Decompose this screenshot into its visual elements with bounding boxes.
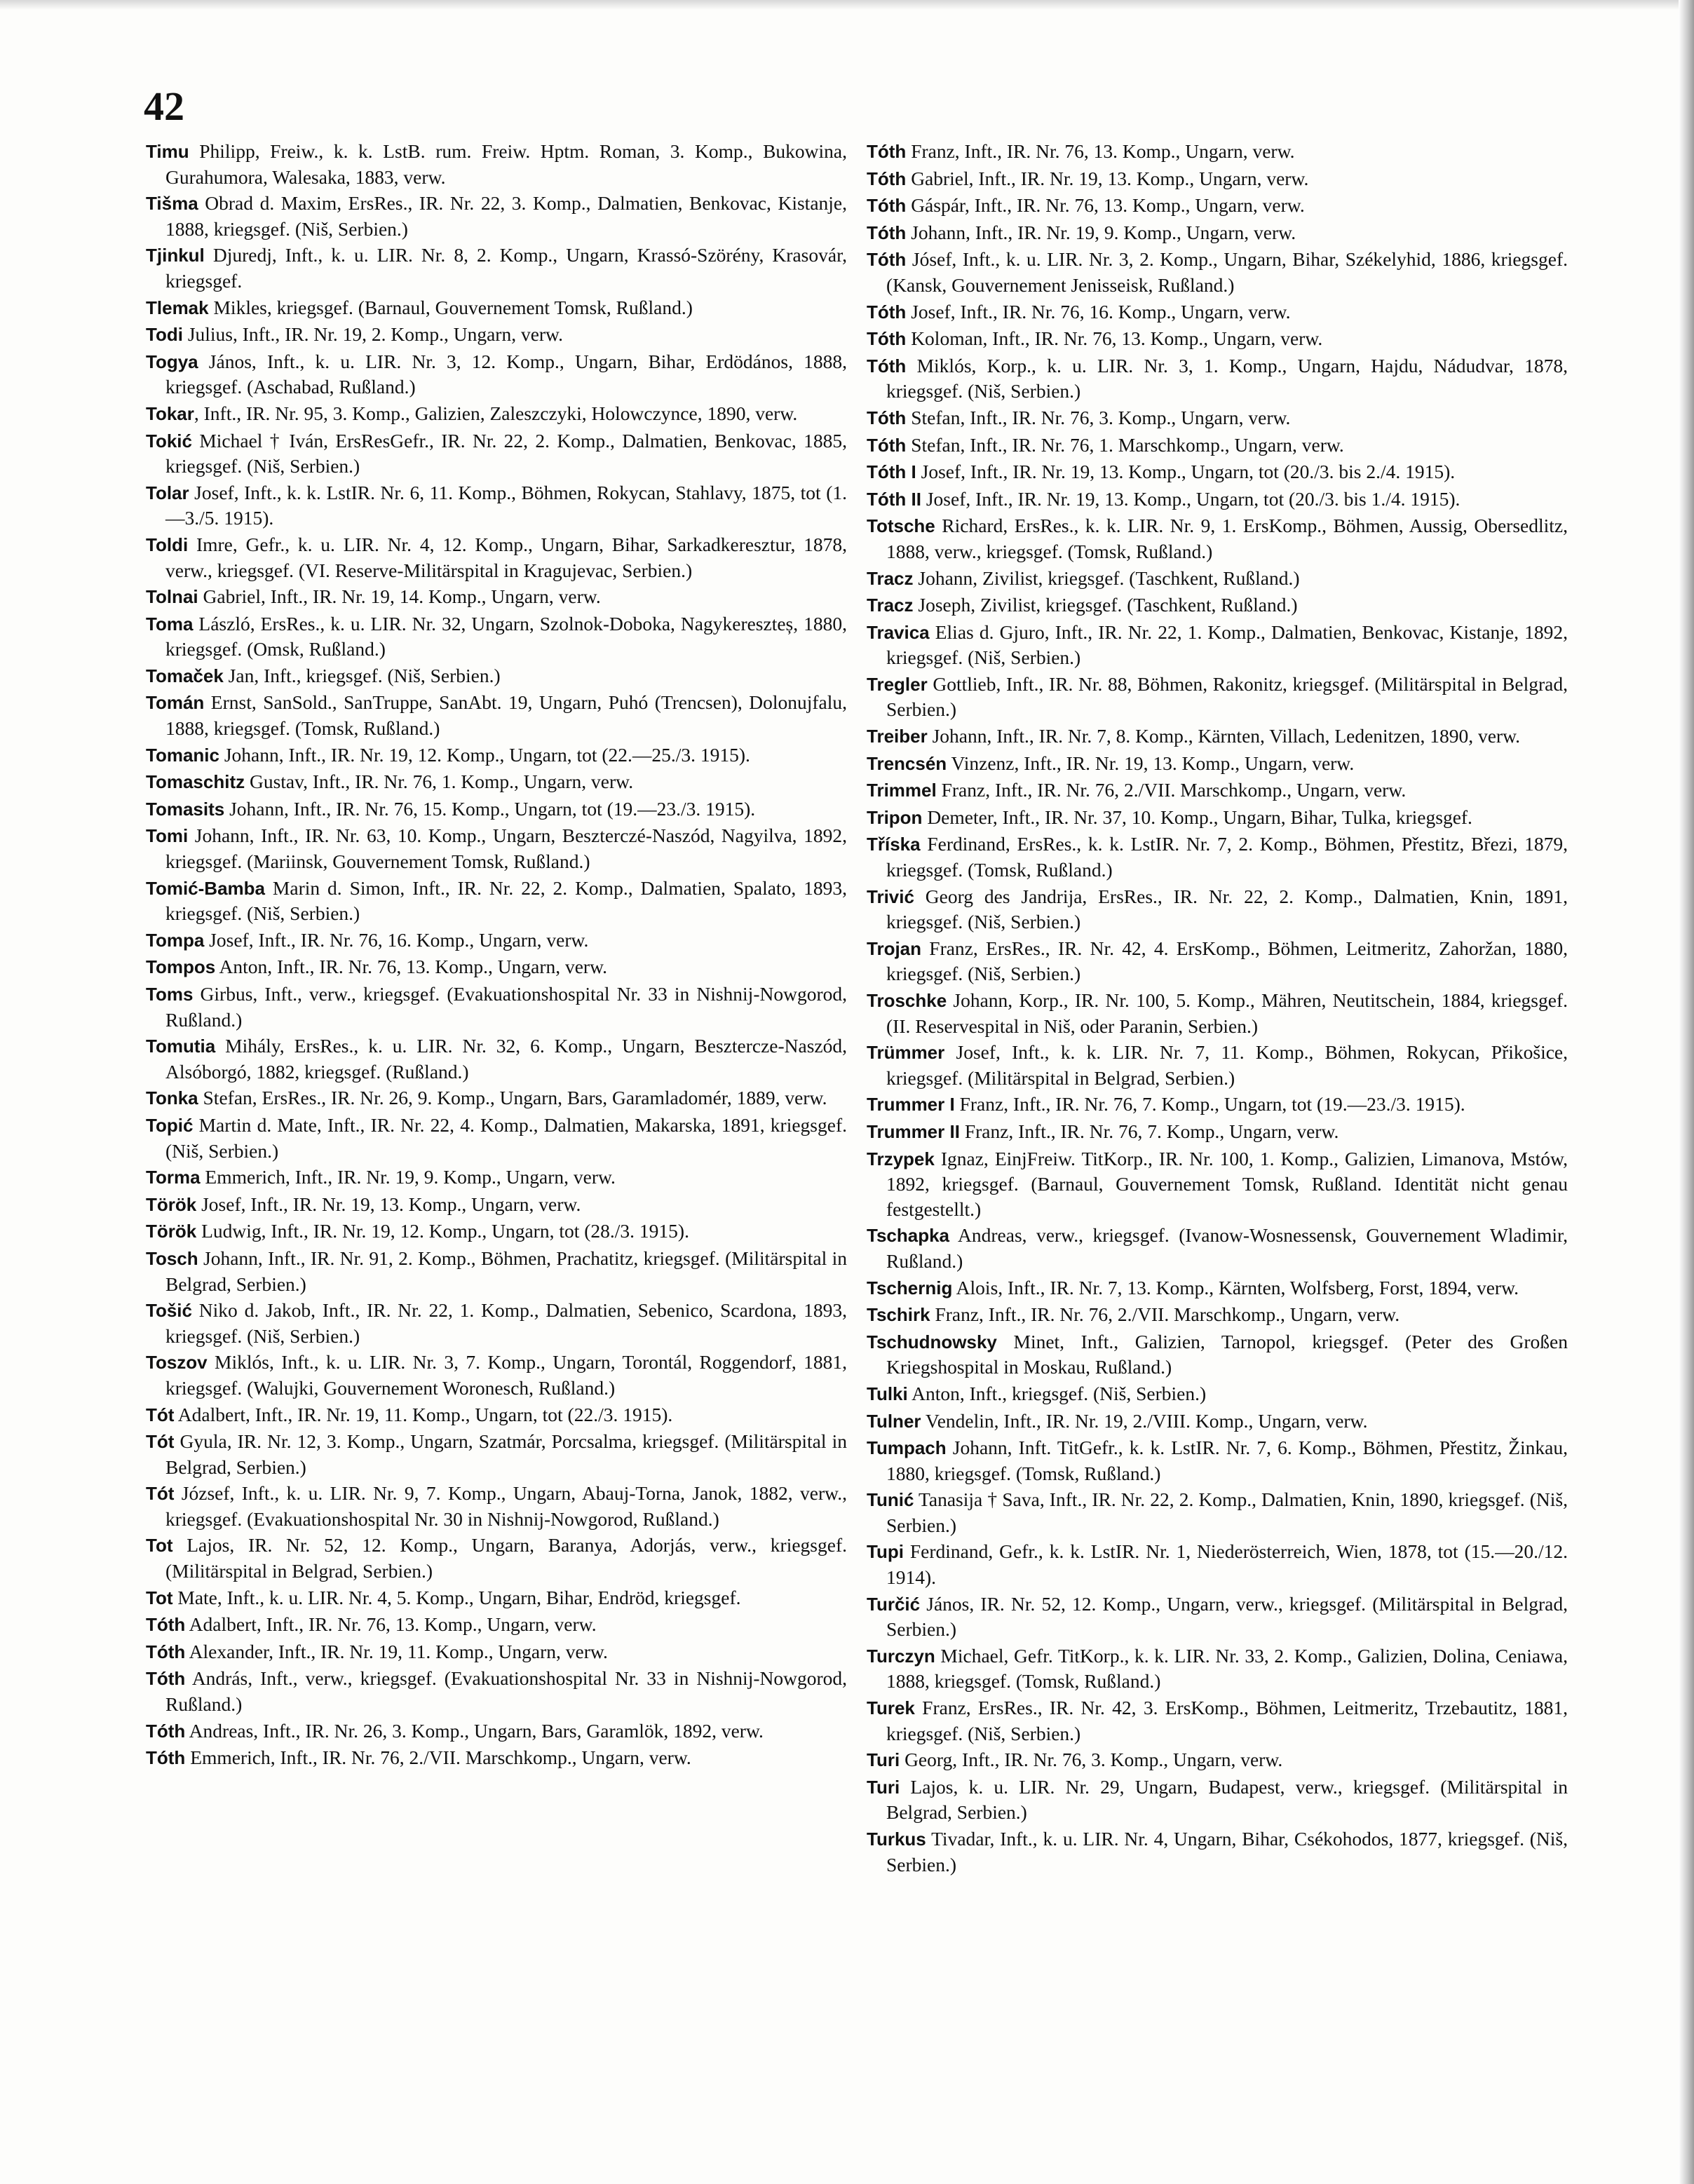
entry-details: Marin d. Simon, Inft., IR. Nr. 22, 2. Komp., Dalmatien, Spalato, 1893, kriegsgef. (Niš, Serbien.) <box>165 876 847 925</box>
register-entry <box>146 1165 847 1191</box>
register-entry <box>146 1533 847 1583</box>
entry-surname: Tripon <box>867 806 923 828</box>
entry-details: Elias d. Gjuro, Inft., IR. Nr. 22, 1. Komp., Dalmatien, Benkovac, Kistanje, 1892, kriegsgef. (Niš, Serbien.) <box>886 620 1568 669</box>
entry-surname: Treiber <box>867 726 928 747</box>
entry-surname: Tulki <box>867 1383 908 1404</box>
register-entry <box>146 1612 847 1638</box>
register-entry <box>867 433 1568 459</box>
register-entry <box>867 487 1568 513</box>
entry-surname: Tót <box>146 1483 175 1505</box>
entry-surname: Toms <box>146 984 194 1005</box>
register-entry <box>146 742 847 768</box>
entry-details: Josef, Inft., k. k. LstIR. Nr. 6, 11. Komp., Böhmen, Rokycan, Stahlavy, 1875, tot (1.—3./5. 1915). <box>165 481 847 529</box>
register-entry <box>867 566 1568 592</box>
register-entry <box>867 1302 1568 1328</box>
entry-details: Mikles, kriegsgef. (Barnaul, Gouvernement Tomsk, Rußland.) <box>208 296 693 318</box>
register-entry <box>146 584 847 610</box>
entry-surname: Tolnai <box>146 586 198 608</box>
register-entry <box>146 1113 847 1163</box>
entry-details: Franz, Inft., IR. Nr. 76, 2./VII. Marschkomp., Ungarn, verw. <box>930 1303 1400 1326</box>
entry-surname: Tschapka <box>867 1225 950 1247</box>
register-entry <box>146 1033 847 1084</box>
entry-surname: Tomán <box>146 692 205 714</box>
entry-surname: Tomaschitz <box>146 771 245 793</box>
entry-surname: Tumpach <box>867 1437 947 1459</box>
entry-surname: Török <box>146 1221 197 1242</box>
entry-details: Lajos, k. u. LIR. Nr. 29, Ungarn, Budapest, verw., kriegsgef. (Militärspital in Belgrad, Serbien.) <box>886 1775 1568 1824</box>
entry-surname: Tulner <box>867 1410 921 1432</box>
entry-details: Ludwig, Inft., IR. Nr. 19, 12. Komp., Ungarn, tot (28./3. 1915). <box>196 1220 689 1242</box>
register-entry <box>867 884 1568 935</box>
entry-surname: Tóth <box>867 407 907 428</box>
entry-details: Martin d. Mate, Inft., IR. Nr. 22, 4. Komp., Dalmatien, Makarska, 1891, kriegsgef. (Niš, Serbien.) <box>165 1113 847 1162</box>
entry-details: Mihály, ErsRes., k. u. LIR. Nr. 32, 6. Komp., Ungarn, Besztercze-Naszód, Alsóborgó, 1882, kriegsgef. (Rußland.) <box>165 1035 847 1083</box>
register-entry <box>146 663 847 689</box>
register-entry <box>146 139 847 189</box>
entry-details: , Inft., IR. Nr. 95, 3. Komp., Galizien, Zaleszczyki, Holowczynce, 1890, verw. <box>194 402 798 424</box>
entry-surname: Tóth <box>867 222 907 243</box>
entry-surname: Tschudnowsky <box>867 1331 997 1352</box>
register-entry <box>867 1826 1568 1877</box>
register-entry <box>146 1219 847 1244</box>
entry-details: Miklós, Korp., k. u. LIR. Nr. 3, 1. Komp., Ungarn, Hajdu, Nádudvar, 1878, kriegsgef. (Niš, Serbien.) <box>886 354 1568 402</box>
register-entry <box>146 928 847 954</box>
entry-surname: Tišma <box>146 193 198 215</box>
entry-details: János, Inft., k. u. LIR. Nr. 3, 12. Komp., Ungarn, Bihar, Erdödános, 1888, kriegsgef. (Aschabad, Rußland.) <box>165 350 847 398</box>
register-entry <box>867 1040 1568 1090</box>
register-entry <box>867 1775 1568 1825</box>
register-entry <box>146 1666 847 1716</box>
register-entry <box>146 1298 847 1348</box>
entry-surname: Turi <box>867 1749 900 1771</box>
register-entry <box>867 1409 1568 1434</box>
entry-details: Miklós, Inft., k. u. LIR. Nr. 3, 7. Komp., Ungarn, Torontál, Roggendorf, 1881, kriegsgef. (Walujki, Gouvernement Woronesch, Rußland.) <box>165 1351 847 1399</box>
entry-details: Julius, Inft., IR. Nr. 19, 2. Komp., Ungarn, verw. <box>182 323 564 346</box>
register-entry <box>146 954 847 980</box>
entry-details: Demeter, Inft., IR. Nr. 37, 10. Komp., Ungarn, Bihar, Tulka, kriegsgef. <box>922 806 1472 828</box>
register-entry <box>146 1246 847 1296</box>
entry-surname: Tomasits <box>146 798 225 820</box>
register-entry <box>146 611 847 662</box>
entry-details: Franz, ErsRes., IR. Nr. 42, 3. ErsKomp., Böhmen, Leitmeritz, Trzebautitz, 1881, kriegsgef. (Niš, Serbien.) <box>886 1697 1568 1744</box>
register-entry <box>867 166 1568 192</box>
entry-details: Georg, Inft., IR. Nr. 76, 3. Komp., Ungarn, verw. <box>900 1749 1283 1771</box>
entry-details: Adalbert, Inft., IR. Nr. 19, 11. Komp., Ungarn, tot (22./3. 1915). <box>174 1403 673 1425</box>
register-entry <box>867 1119 1568 1145</box>
entry-surname: Tschernig <box>867 1277 953 1298</box>
scan-edge-right <box>1679 0 1694 2184</box>
entry-surname: Tóth <box>146 1720 186 1742</box>
entry-surname: Trzypek <box>867 1148 935 1169</box>
entry-surname: Tokić <box>146 430 192 452</box>
entry-details: Stefan, ErsRes., IR. Nr. 26, 9. Komp., Ungarn, Bars, Garamladomér, 1889, verw. <box>198 1087 827 1109</box>
entry-surname: Tóth <box>867 195 907 217</box>
entry-details: Richard, ErsRes., k. k. LIR. Nr. 9, 1. ErsKomp., Böhmen, Aussig, Obersedlitz, 1888, verw., kriegsgef. (Tomsk, Rußland.) <box>886 515 1568 562</box>
entry-surname: Todi <box>146 324 183 346</box>
entry-surname: Tot <box>146 1587 173 1608</box>
entry-surname: Travica <box>867 621 930 643</box>
page-number: 42 <box>144 83 184 129</box>
register-entry <box>867 459 1568 485</box>
entry-details: Philipp, Freiw., k. k. LstB. rum. Freiw. Hptm. Roman, 3. Komp., Bukowina, Gurahumora, Walesaka, 1883, verw. <box>165 140 847 188</box>
register-entry <box>867 592 1568 618</box>
entry-details: Emmerich, Inft., IR. Nr. 19, 9. Komp., Ungarn, verw. <box>200 1166 616 1188</box>
register-entry <box>146 322 847 348</box>
register-entry <box>867 805 1568 831</box>
entry-surname: Totsche <box>867 515 935 537</box>
entry-surname: Turkus <box>867 1829 926 1850</box>
entry-surname: Tošić <box>146 1300 192 1322</box>
entry-details: Mate, Inft., k. u. LIR. Nr. 4, 5. Komp., Ungarn, Bihar, Endröd, kriegsgef. <box>172 1586 741 1608</box>
entry-details: Anton, Inft., IR. Nr. 76, 13. Komp., Ungarn, verw. <box>215 956 608 978</box>
entry-details: Michael, Gefr. TitKorp., k. k. LIR. Nr. 33, 2. Komp., Galizien, Dolina, Ceniawa, 1888, kriegsgef. (Tomsk, Rußland.) <box>886 1644 1568 1693</box>
entry-surname: Toszov <box>146 1352 208 1374</box>
entry-surname: Tomi <box>146 825 189 847</box>
register-entry <box>867 1435 1568 1486</box>
register-entry <box>867 1695 1568 1746</box>
entry-details: Tivadar, Inft., k. u. LIR. Nr. 4, Ungarn, Bihar, Csékohodos, 1877, kriegsgef. (Niš, Serbien.) <box>886 1828 1568 1876</box>
entry-details: Jan, Inft., kriegsgef. (Niš, Serbien.) <box>223 664 501 686</box>
left-column <box>146 139 847 1772</box>
entry-details: Ignaz, EinjFreiw. TitKorp., IR. Nr. 100, 1. Komp., Galizien, Limanova, Mstów, 1892, kriegsgef. (Barnaul, Gouvernement Tomsk, Rußland. Identität nicht genau festgestellt.) <box>886 1147 1568 1220</box>
register-entry <box>146 401 847 427</box>
entry-surname: Tříska <box>867 834 921 855</box>
entry-details: Niko d. Jakob, Inft., IR. Nr. 22, 1. Komp., Dalmatien, Sebenico, Scardona, 1893, kriegsgef. (Niš, Serbien.) <box>165 1299 847 1347</box>
entry-surname: Toldi <box>146 534 189 555</box>
register-entry <box>867 936 1568 986</box>
register-entry <box>867 1381 1568 1407</box>
entry-details: Obrad d. Maxim, ErsRes., IR. Nr. 22, 3. Komp., Dalmatien, Benkovac, Kistanje, 1888, kriegsgef. (Niš, Serbien.) <box>165 192 847 240</box>
entry-surname: Tóth <box>867 355 907 377</box>
entry-details: Lajos, IR. Nr. 52, 12. Komp., Ungarn, Baranya, Adorjás, verw., kriegsgef. (Militärspital in Belgrad, Serbien.) <box>165 1534 847 1582</box>
entry-surname: Troschke <box>867 990 947 1011</box>
entry-details: Johann, Inft. TitGefr., k. k. LstIR. Nr. 7, 6. Komp., Böhmen, Přestitz, Žinkau, 1880, kriegsgef. (Tomsk, Rußland.) <box>886 1437 1568 1484</box>
entry-details: Josef, Inft., IR. Nr. 76, 16. Komp., Ungarn, verw. <box>204 928 589 951</box>
register-entry <box>867 353 1568 404</box>
entry-surname: Tomanic <box>146 744 219 766</box>
entry-details: Gabriel, Inft., IR. Nr. 19, 13. Komp., Ungarn, verw. <box>906 167 1309 189</box>
entry-details: Johann, Inft., IR. Nr. 63, 10. Komp., Ungarn, Beszterczé-Naszód, Nagyilva, 1892, kriegsgef. (Mariinsk, Gouvernement Tomsk, Rußland.) <box>165 825 847 873</box>
entry-surname: Tóth I <box>867 461 916 483</box>
entry-details: Josef, Inft., IR. Nr. 76, 16. Komp., Ungarn, verw. <box>906 300 1291 323</box>
entry-surname: Tot <box>146 1535 173 1556</box>
register-entry <box>146 1429 847 1479</box>
entry-details: Anton, Inft., kriegsgef. (Niš, Serbien.) <box>907 1382 1207 1404</box>
entry-surname: Turi <box>867 1776 900 1798</box>
register-entry <box>146 1639 847 1665</box>
register-entry <box>867 1747 1568 1773</box>
entry-surname: Tompos <box>146 956 216 978</box>
entry-details: Joseph, Zivilist, kriegsgef. (Taschkent, Rußland.) <box>913 594 1298 616</box>
entry-details: Gottlieb, Inft., IR. Nr. 88, Böhmen, Rakonitz, kriegsgef. (Militärspital in Belgrad, Serbien.) <box>886 672 1568 721</box>
register-entry <box>867 1539 1568 1589</box>
register-entry <box>867 778 1568 803</box>
entry-details: Josef, Inft., IR. Nr. 19, 13. Komp., Ungarn, tot (20./3. bis 1./4. 1915). <box>921 487 1461 510</box>
register-entry <box>146 982 847 1032</box>
entry-details: Michael † Iván, ErsResGefr., IR. Nr. 22, 2. Komp., Dalmatien, Benkovac, 1885, kriegsgef. (Niš, Serbien.) <box>165 429 847 477</box>
entry-details: Johann, Zivilist, kriegsgef. (Taschkent, Rußland.) <box>913 567 1300 589</box>
entry-details: Gyula, IR. Nr. 12, 3. Komp., Ungarn, Szatmár, Porcsalma, kriegsgef. (Militärspital in Belgrad, Serbien.) <box>165 1430 847 1478</box>
entry-surname: Tomaček <box>146 665 224 686</box>
entry-surname: Tregler <box>867 673 928 695</box>
entry-details: Johann, Inft., IR. Nr. 7, 8. Komp., Kärnten, Villach, Ledenitzen, 1890, verw. <box>927 725 1521 747</box>
entry-details: Franz, Inft., IR. Nr. 76, 2./VII. Marschkomp., Ungarn, verw. <box>936 779 1407 801</box>
entry-surname: Tóth <box>146 1614 186 1636</box>
register-entry <box>146 1718 847 1744</box>
register-entry <box>146 690 847 740</box>
entry-surname: Turek <box>867 1697 915 1719</box>
entry-surname: Tompa <box>146 929 205 951</box>
register-entry <box>867 220 1568 246</box>
register-entry <box>146 428 847 479</box>
register-entry <box>867 724 1568 750</box>
entry-details: József, Inft., k. u. LIR. Nr. 9, 7. Komp., Ungarn, Abauj-Torna, Janok, 1882, verw., kriegsgef. (Evakuationshospital Nr. 30 in Nishnij-Nowgorod, Rußland.) <box>165 1482 847 1530</box>
entry-surname: Tupi <box>867 1541 904 1563</box>
entry-details: János, IR. Nr. 52, 12. Komp., Ungarn, verw., kriegsgef. (Militärspital in Belgrad, Serbien.) <box>886 1592 1568 1641</box>
register-entry <box>146 1192 847 1218</box>
register-entry <box>146 769 847 795</box>
entry-details: Andreas, verw., kriegsgef. (Ivanow-Wosnessensk, Gouvernement Wladimir, Rußland.) <box>886 1224 1568 1272</box>
entry-surname: Trivić <box>867 886 914 907</box>
entry-surname: Torma <box>146 1167 201 1188</box>
entry-surname: Tóth <box>146 1668 186 1690</box>
entry-surname: Trummer I <box>867 1094 955 1115</box>
entry-details: Josef, Inft., IR. Nr. 19, 13. Komp., Ungarn, verw. <box>196 1193 581 1215</box>
scan-edge-top <box>0 0 1694 10</box>
entry-surname: Tóth <box>867 168 907 189</box>
register-entry <box>146 1481 847 1531</box>
register-entry <box>146 1085 847 1111</box>
register-entry <box>867 1329 1568 1380</box>
entry-details: Djuredj, Inft., k. u. LIR. Nr. 8, 2. Komp., Ungarn, Krassó-Szörény, Krasovár, kriegsgef. <box>165 244 847 292</box>
entry-surname: Tóth <box>867 301 907 323</box>
entry-details: Johann, Inft., IR. Nr. 76, 15. Komp., Ungarn, tot (19.—23./3. 1915). <box>224 797 756 820</box>
entry-details: Minet, Inft., Galizien, Tarnopol, kriegsgef. (Peter des Großen Kriegshospital in Moskau, Rußland.) <box>886 1330 1568 1378</box>
entry-details: Koloman, Inft., IR. Nr. 76, 13. Komp., Ungarn, verw. <box>906 327 1323 350</box>
register-entry <box>146 1745 847 1771</box>
entry-details: Gabriel, Inft., IR. Nr. 19, 14. Komp., Ungarn, verw. <box>198 585 601 608</box>
entry-details: Gáspár, Inft., IR. Nr. 76, 13. Komp., Ungarn, verw. <box>906 194 1305 217</box>
entry-details: Johann, Korp., IR. Nr. 100, 5. Komp., Mähren, Neutitschein, 1884, kriegsgef. (II. Reservespital in Niš, oder Paranin, Serbien.) <box>886 989 1568 1037</box>
entry-details: Josef, Inft., k. k. LIR. Nr. 7, 11. Komp., Böhmen, Rokycan, Přikošice, kriegsgef. (Militärspital in Belgrad, Serbien.) <box>886 1041 1568 1089</box>
register-entry <box>867 247 1568 297</box>
entry-details: Johann, Inft., IR. Nr. 19, 9. Komp., Ungarn, verw. <box>906 221 1296 243</box>
register-entry <box>146 191 847 241</box>
register-entry <box>867 832 1568 882</box>
entry-surname: Török <box>146 1193 197 1215</box>
entry-details: Ernst, SanSold., SanTruppe, SanAbt. 19, Ungarn, Puhó (Trencsen), Dolonujfalu, 1888, kriegsgef. (Tomsk, Rußland.) <box>165 691 847 740</box>
entry-surname: Tlemak <box>146 297 209 318</box>
entry-surname: Tóth <box>867 328 907 350</box>
entry-surname: Trojan <box>867 937 922 959</box>
register-entry <box>867 513 1568 564</box>
register-entry <box>146 480 847 531</box>
entry-details: Andreas, Inft., IR. Nr. 26, 3. Komp., Ungarn, Bars, Garamlök, 1892, verw. <box>185 1719 764 1742</box>
entry-surname: Tóth <box>146 1641 186 1662</box>
entry-surname: Tóth II <box>867 488 921 510</box>
register-entry <box>146 243 847 293</box>
entry-details: László, ErsRes., k. u. LIR. Nr. 32, Ungarn, Szolnok-Doboka, Nagykereszteș, 1880, kriegsgef. (Omsk, Rußland.) <box>165 612 847 660</box>
register-entry <box>867 988 1568 1038</box>
register-entry <box>867 1487 1568 1538</box>
entry-surname: Tóth <box>146 1747 186 1769</box>
entry-surname: Trimmel <box>867 780 937 801</box>
register-entry <box>867 751 1568 777</box>
entry-surname: Tóth <box>867 249 907 271</box>
register-entry <box>146 876 847 926</box>
entry-details: Imre, Gefr., k. u. LIR. Nr. 4, 12. Komp., Ungarn, Bihar, Sarkadkeresztur, 1878, verw., kriegsgef. (VI. Reserve-Militärspital in Kragujevac, Serbien.) <box>165 533 847 581</box>
entry-surname: Tóth <box>867 434 907 456</box>
register-entry <box>867 193 1568 219</box>
entry-details: Girbus, Inft., verw., kriegsgef. (Evakuationshospital Nr. 33 in Nishnij-Nowgorod, Rußland.) <box>165 983 847 1031</box>
entry-surname: Tracz <box>867 567 914 589</box>
entry-details: Gustav, Inft., IR. Nr. 76, 1. Komp., Ungarn, verw. <box>245 771 634 793</box>
entry-surname: Toma <box>146 613 194 635</box>
register-entry <box>146 532 847 583</box>
entry-surname: Tosch <box>146 1247 198 1269</box>
register-entry <box>146 1402 847 1428</box>
register-entry <box>867 326 1568 352</box>
register-entry <box>867 1146 1568 1222</box>
entry-details: Stefan, Inft., IR. Nr. 76, 1. Marschkomp., Ungarn, verw. <box>906 433 1344 456</box>
entry-details: Ferdinand, ErsRes., k. k. LstIR. Nr. 7, 2. Komp., Böhmen, Přestitz, Březi, 1879, kriegsgef. (Tomsk, Rußland.) <box>886 833 1568 881</box>
entry-details: Stefan, Inft., IR. Nr. 76, 3. Komp., Ungarn, verw. <box>906 406 1291 428</box>
entry-details: Johann, Inft., IR. Nr. 91, 2. Komp., Böhmen, Prachatitz, kriegsgef. (Militärspital in Belgrad, Serbien.) <box>165 1247 847 1295</box>
entry-surname: Tóth <box>867 141 907 162</box>
register-entry <box>146 349 847 400</box>
entry-surname: Tschirk <box>867 1304 930 1326</box>
entry-surname: Tonka <box>146 1087 198 1109</box>
entry-surname: Trencsén <box>867 752 947 774</box>
register-entry <box>867 139 1568 165</box>
entry-details: Josef, Inft., IR. Nr. 19, 13. Komp., Ungarn, tot (20./3. bis 2./4. 1915). <box>916 461 1456 483</box>
entry-details: Vendelin, Inft., IR. Nr. 19, 2./VIII. Komp., Ungarn, verw. <box>921 1409 1368 1432</box>
entry-details: Vinzenz, Inft., IR. Nr. 19, 13. Komp., Ungarn, verw. <box>947 752 1355 774</box>
register-entry <box>867 405 1568 431</box>
entry-surname: Turczyn <box>867 1645 935 1667</box>
entry-surname: Turčić <box>867 1593 921 1615</box>
entry-surname: Togya <box>146 351 198 372</box>
entry-surname: Tót <box>146 1404 175 1425</box>
register-entry <box>867 672 1568 722</box>
register-entry <box>867 1592 1568 1642</box>
entry-surname: Tomutia <box>146 1036 216 1057</box>
entry-details: Franz, Inft., IR. Nr. 76, 7. Komp., Ungarn, tot (19.—23./3. 1915). <box>954 1093 1465 1115</box>
register-entry <box>867 1275 1568 1301</box>
entry-details: András, Inft., verw., kriegsgef. (Evakuationshospital Nr. 33 in Nishnij-Nowgorod, Rußland.) <box>165 1667 847 1716</box>
entry-surname: Timu <box>146 141 189 162</box>
entry-surname: Tomić-Bamba <box>146 877 265 899</box>
entry-details: Adalbert, Inft., IR. Nr. 76, 13. Komp., Ungarn, verw. <box>185 1613 597 1636</box>
entry-details: Franz, ErsRes., IR. Nr. 42, 4. ErsKomp., Böhmen, Leitmeritz, Zahoržan, 1880, kriegsgef. (Niš, Serbien.) <box>886 937 1568 985</box>
register-entry <box>867 620 1568 670</box>
register-entry <box>867 1092 1568 1118</box>
entry-details: Jósef, Inft., k. u. LIR. Nr. 3, 2. Komp., Ungarn, Bihar, Székelyhid, 1886, kriegsgef. (Kansk, Gouvernement Jenisseisk, Rußland.) <box>886 248 1568 296</box>
entry-surname: Tunić <box>867 1489 914 1511</box>
register-entry <box>146 823 847 874</box>
entry-details: Franz, Inft., IR. Nr. 76, 13. Komp., Ungarn, verw. <box>906 140 1295 162</box>
entry-details: Georg des Jandrija, ErsRes., IR. Nr. 22, 2. Komp., Dalmatien, Knin, 1891, kriegsgef. (Niš, Serbien.) <box>886 885 1568 933</box>
entry-details: Tanasija † Sava, Inft., IR. Nr. 22, 2. Komp., Dalmatien, Knin, 1890, kriegsgef. (Niš, Serbien.) <box>886 1488 1568 1536</box>
entry-details: Emmerich, Inft., IR. Nr. 76, 2./VII. Marschkomp., Ungarn, verw. <box>185 1746 691 1769</box>
entry-surname: Tót <box>146 1431 175 1453</box>
register-entry <box>867 1643 1568 1694</box>
register-entry <box>867 1223 1568 1273</box>
register-entry <box>146 295 847 321</box>
entry-surname: Tokar <box>146 402 194 424</box>
register-entry <box>146 1585 847 1611</box>
entry-surname: Tolar <box>146 482 189 503</box>
entry-surname: Topić <box>146 1114 194 1136</box>
entry-surname: Tracz <box>867 595 914 616</box>
entry-surname: Trummer II <box>867 1120 960 1142</box>
register-entry <box>146 796 847 822</box>
entry-details: Ferdinand, Gefr., k. k. LstIR. Nr. 1, Niederösterreich, Wien, 1878, tot (15.—20./12. 1914). <box>886 1540 1568 1589</box>
entry-surname: Tjinkul <box>146 245 205 266</box>
entry-surname: Trümmer <box>867 1042 945 1064</box>
register-entry <box>867 299 1568 325</box>
right-column <box>867 139 1568 1878</box>
entry-details: Alois, Inft., IR. Nr. 7, 13. Komp., Kärnten, Wolfsberg, Forst, 1894, verw. <box>952 1276 1519 1298</box>
entry-details: Franz, Inft., IR. Nr. 76, 7. Komp., Ungarn, verw. <box>959 1120 1339 1142</box>
entry-details: Johann, Inft., IR. Nr. 19, 12. Komp., Ungarn, tot (22.—25./3. 1915). <box>219 743 750 766</box>
entry-details: Alexander, Inft., IR. Nr. 19, 11. Komp., Ungarn, verw. <box>185 1640 608 1662</box>
register-entry <box>146 1350 847 1400</box>
